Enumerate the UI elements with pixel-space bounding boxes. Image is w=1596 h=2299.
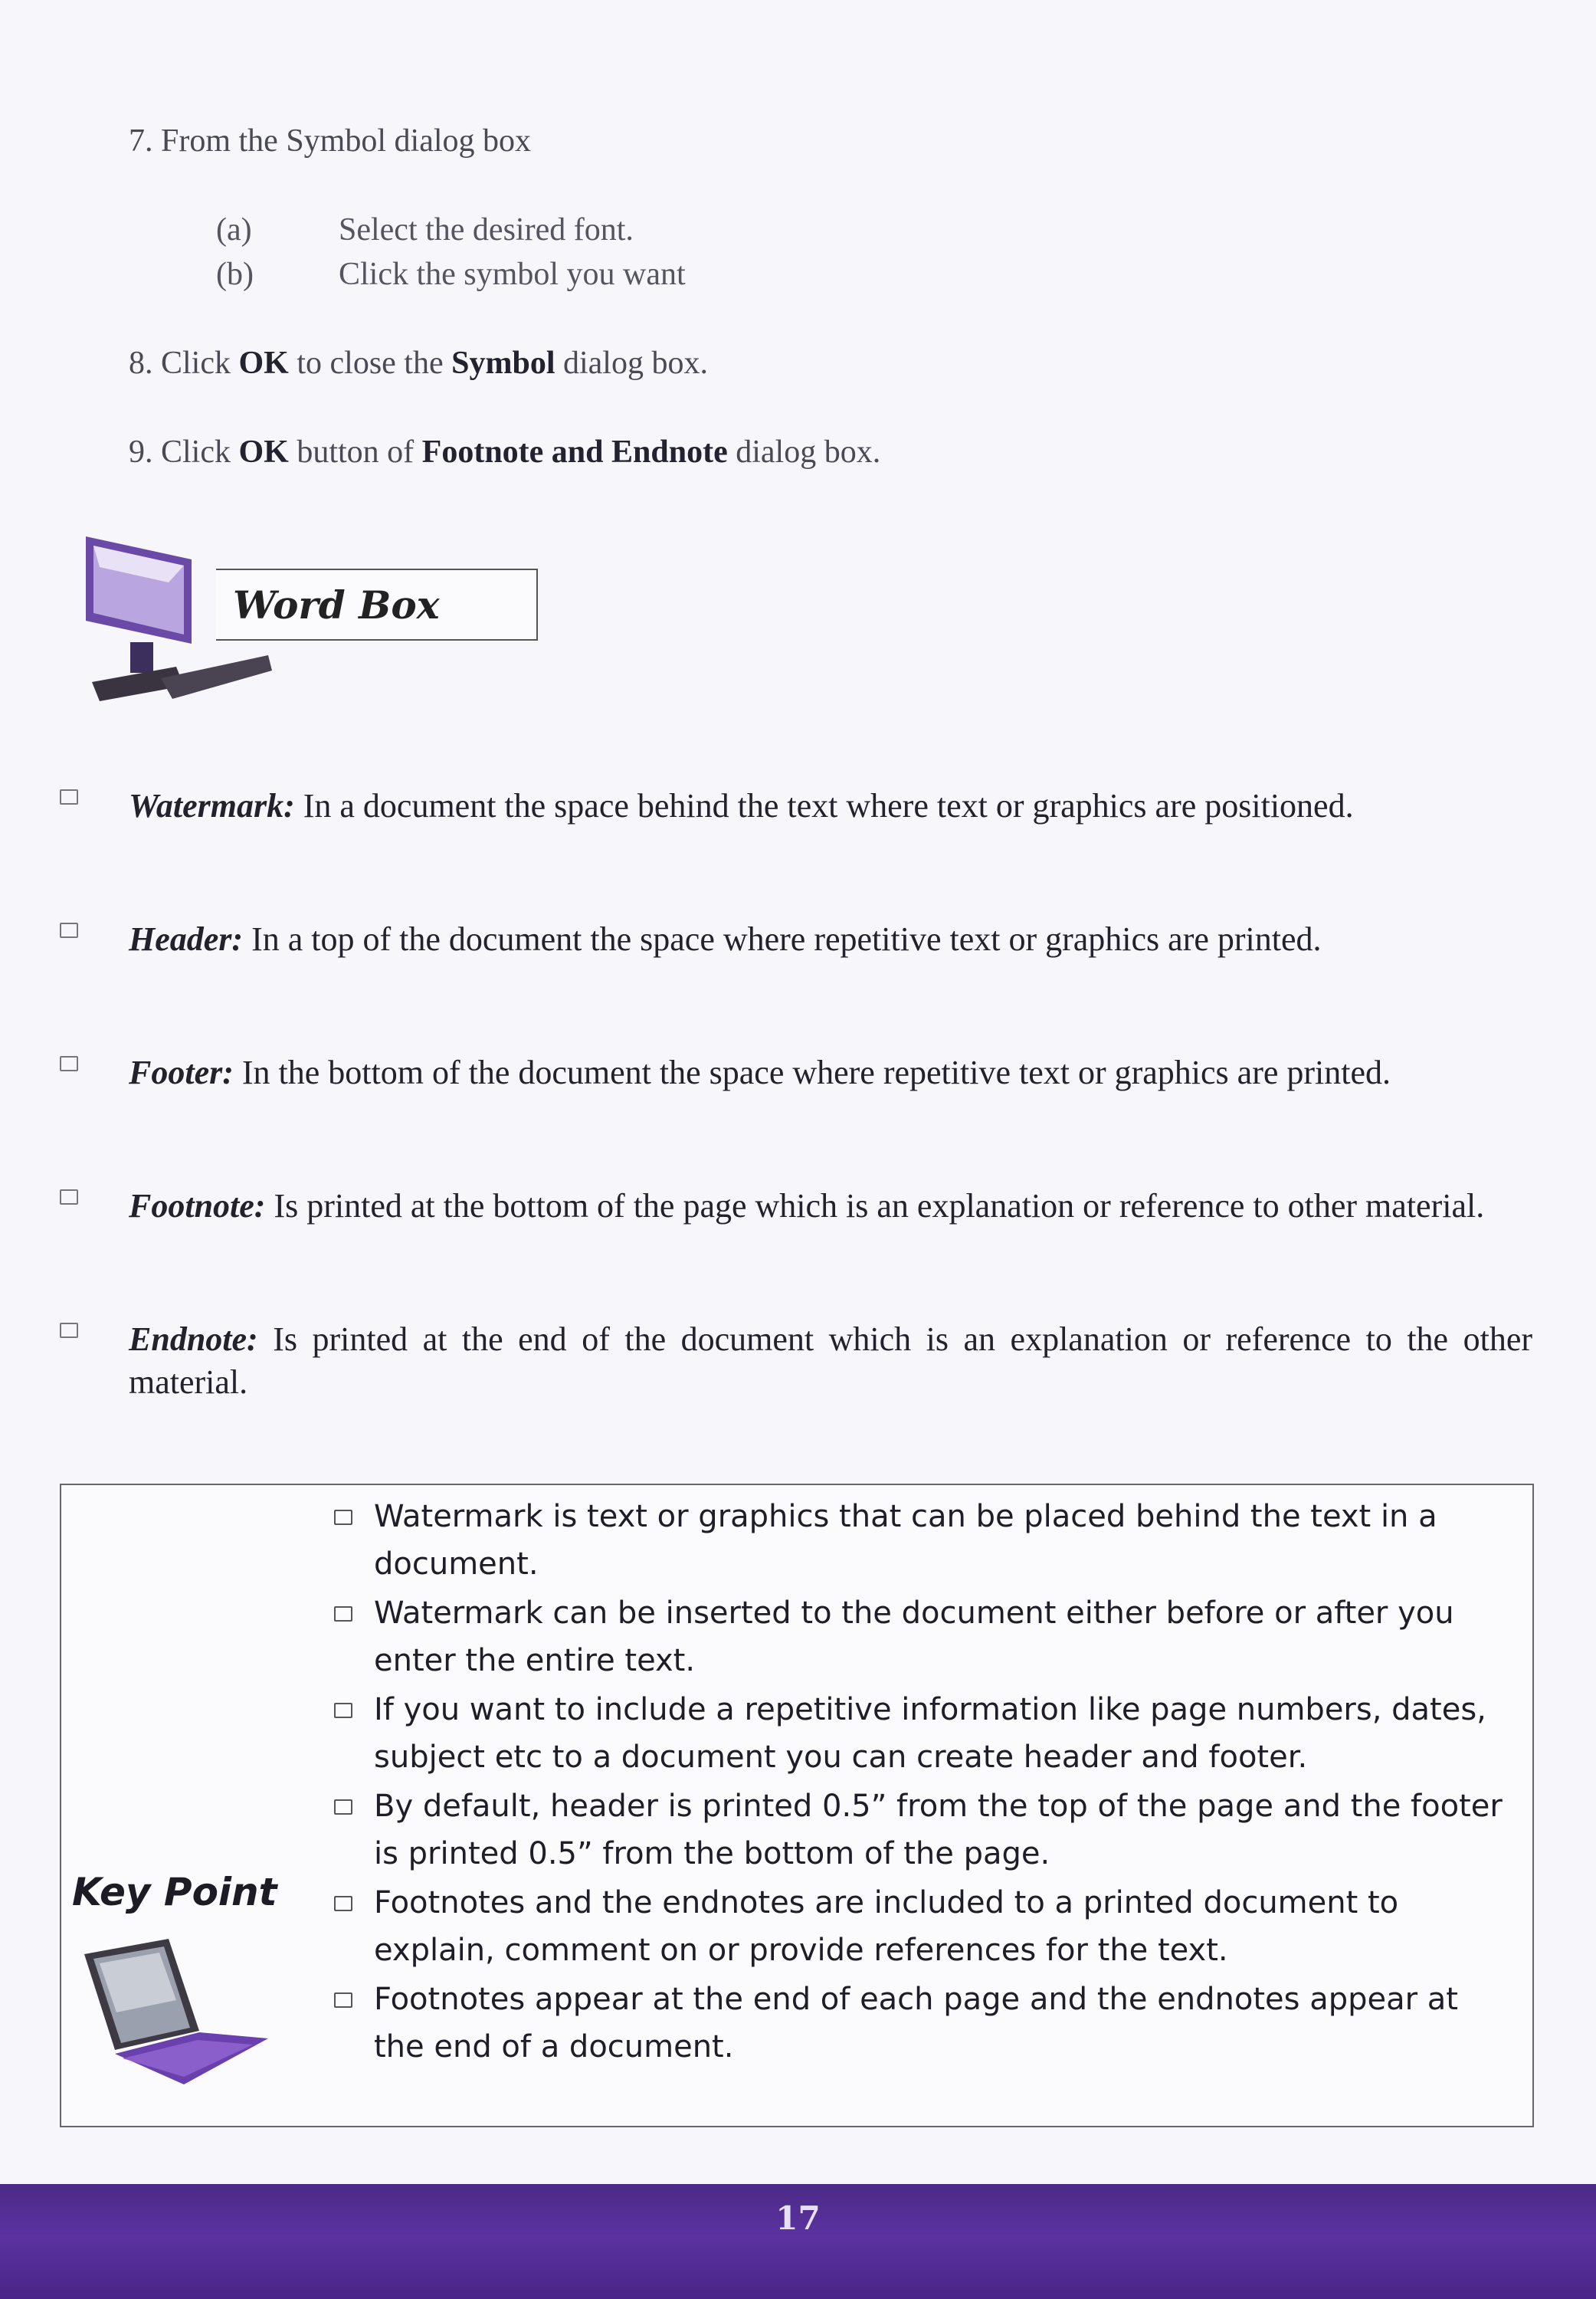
- definition-footnote: [129, 1185, 1532, 1228]
- key-point-text: Watermark is text or graphics that can be placed behind the text in a document.: [374, 1499, 1437, 1582]
- laptop-icon: [77, 1939, 276, 2092]
- key-point-text: Footnotes and the endnotes are included to a printed document to explain, comment on or provide references for the text.: [374, 1885, 1399, 1968]
- sub-a-label: (a): [216, 212, 252, 248]
- step-9-text-mid: button of: [288, 435, 422, 470]
- term-footer: Footer:: [129, 1054, 234, 1091]
- key-point-title: Key Point: [72, 1870, 277, 1914]
- term-endnote: Endnote:: [129, 1320, 258, 1358]
- key-point-text: If you want to include a repetitive information like page numbers, dates, subject etc to a document you can create header and footer.: [374, 1692, 1486, 1775]
- step-7-sub-b: [216, 256, 686, 293]
- definition-footer: [129, 1051, 1532, 1094]
- step-9-text: 9. Click: [129, 435, 239, 470]
- bullet-icon: [334, 1799, 352, 1815]
- bullet-icon: [334, 1992, 352, 2008]
- list-item: [329, 1589, 1509, 1684]
- bullet-icon: [334, 1606, 352, 1622]
- list-item: [329, 1782, 1509, 1878]
- step-8-text: 8. Click: [129, 346, 239, 381]
- step-9-footnote-endnote: Footnote and Endnote: [421, 435, 728, 470]
- bullet-icon: [334, 1703, 352, 1718]
- sub-a-text: Select the desired font.: [339, 212, 634, 248]
- list-item: [329, 1879, 1509, 1974]
- definition-endnote: [129, 1318, 1532, 1404]
- key-point-text: Footnotes appear at the end of each page and the endnotes appear at the end of a document.: [374, 1982, 1458, 2065]
- step-9-text-end: dialog box.: [727, 435, 881, 470]
- key-point-text: By default, header is printed 0.5” from the top of the page and the footer is printed 0.5” from the bottom of the page.: [374, 1789, 1503, 1871]
- list-item: [329, 1976, 1509, 2071]
- bullet-icon: [60, 1189, 78, 1205]
- term-footnote: Footnote:: [129, 1187, 266, 1225]
- bullet-icon: [60, 1056, 78, 1071]
- step-9: [129, 434, 880, 471]
- page-number: 17: [775, 2199, 821, 2237]
- definition-header: [129, 918, 1532, 961]
- term-header: Header:: [129, 920, 244, 958]
- sub-b-text: Click the symbol you want: [339, 257, 686, 292]
- bullet-icon: [334, 1896, 352, 1911]
- step-8-text-end: dialog box.: [555, 346, 708, 381]
- key-point-text: Watermark can be inserted to the document either before or after you enter the entire text.: [374, 1596, 1454, 1678]
- step-8-ok: OK: [238, 346, 289, 381]
- step-8-text-mid: to close the: [288, 346, 452, 381]
- sub-b-label: (b): [216, 257, 254, 292]
- definition-text: In a top of the document the space where repetitive text or graphics are printed.: [243, 920, 1322, 958]
- step-9-ok: OK: [238, 435, 289, 470]
- step-7-sub-a: [216, 212, 634, 248]
- definition-text: Is printed at the end of the document which is an explanation or reference to the other material.: [129, 1320, 1532, 1401]
- step-8: [129, 345, 708, 382]
- bullet-icon: [334, 1510, 352, 1525]
- bullet-icon: [60, 923, 78, 938]
- definition-watermark: [129, 785, 1532, 828]
- bullet-icon: [60, 1323, 78, 1338]
- list-item: [329, 1686, 1509, 1781]
- step-8-symbol: Symbol: [451, 346, 555, 381]
- word-box-title: Word Box: [216, 569, 538, 641]
- term-watermark: Watermark:: [129, 787, 295, 825]
- definition-text: In the bottom of the document the space where repetitive text or graphics are printed.: [233, 1054, 1391, 1091]
- list-item: [329, 1493, 1509, 1588]
- definition-text: Is printed at the bottom of the page which is an explanation or reference to other material.: [265, 1187, 1485, 1225]
- definition-text: In a document the space behind the text where text or graphics are positioned.: [294, 787, 1354, 825]
- bullet-icon: [60, 789, 78, 805]
- key-point-list: [329, 1493, 1509, 2072]
- step-7: 7. From the Symbol dialog box: [129, 123, 531, 159]
